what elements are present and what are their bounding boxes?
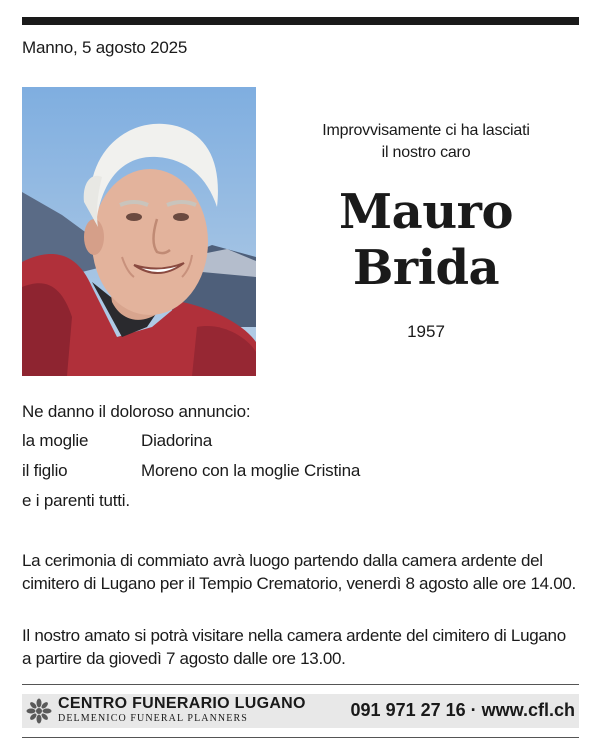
relation-label: la moglie xyxy=(22,431,89,450)
visitation-text: Il nostro amato si potrà visitare nella camera ardente del cimitero di Lugano a partire da giovedì 7 agosto dalle ore 13.00. xyxy=(22,626,566,668)
intro-line-1: Improvvisamente ci ha lasciati xyxy=(322,122,530,139)
announcement-heading: Ne danno il doloroso annuncio: xyxy=(22,402,251,421)
deceased-name xyxy=(296,184,556,296)
intro-line-2: il nostro caro xyxy=(381,144,471,161)
footer-rule xyxy=(22,737,579,738)
announcement-closing: e i parenti tutti. xyxy=(22,491,130,510)
intro-text xyxy=(296,120,556,164)
company-name: CENTRO FUNERARIO LUGANO xyxy=(58,695,306,712)
relative-row xyxy=(22,431,212,451)
flower-logo-icon xyxy=(26,698,52,724)
portrait-photo xyxy=(22,87,256,376)
birth-year: 1957 xyxy=(407,322,445,341)
relative-names: Moreno con la moglie Cristina xyxy=(141,461,361,480)
footer-banner xyxy=(22,694,579,728)
last-name: Brida xyxy=(352,240,500,296)
place-date: Manno, 5 agosto 2025 xyxy=(22,38,188,57)
footer-rule xyxy=(22,684,579,685)
relative-names: Diadorina xyxy=(141,431,212,450)
first-name: Mauro xyxy=(339,184,513,240)
company-subtitle: DELMENICO FUNERAL PLANNERS xyxy=(58,713,248,724)
relative-row xyxy=(22,461,360,481)
relation-label: il figlio xyxy=(22,461,68,480)
contact-info: 091 971 27 16 · www.cfl.ch xyxy=(350,700,575,720)
ceremony-text: La cerimonia di commiato avrà luogo partendo dalla camera ardente del cimitero di Lugano per il Tempio Crematorio, venerdì 8 agosto alle ore 14.00. xyxy=(22,551,576,593)
top-rule xyxy=(22,17,579,25)
